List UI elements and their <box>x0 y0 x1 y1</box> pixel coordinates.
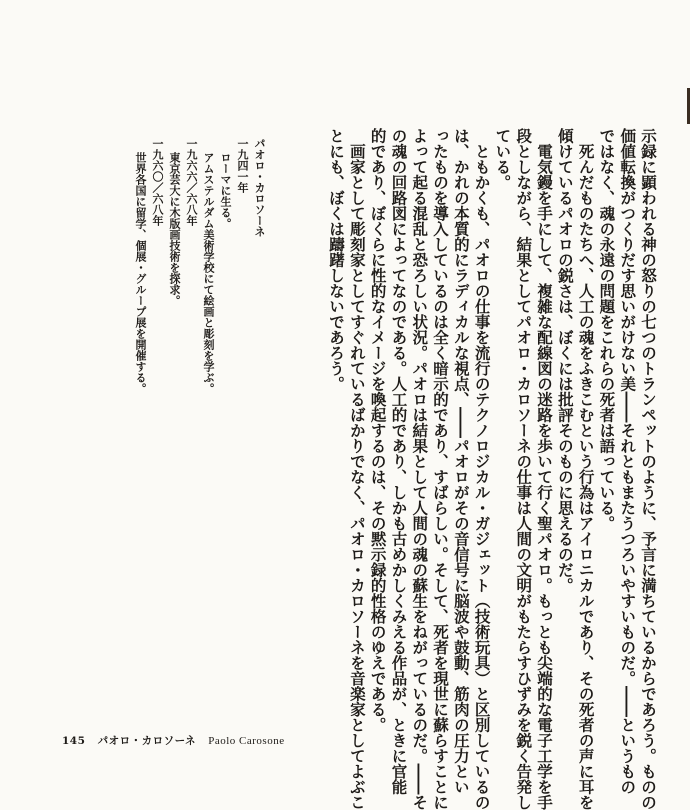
essay-line: 段としながら、結果としてパオロ・カロソーネの仕事は人間の文明がもたらすひずみを鋭く告発し <box>514 128 534 810</box>
footer-title-ja: パオロ・カロソーネ <box>97 735 197 747</box>
essay-line: は、かれの本質的にラディカルな視点、――パオロがその音信号に脳波や鼓動、筋肉の圧力とい <box>451 128 471 795</box>
essay-line: ている。 <box>493 128 513 190</box>
chronology-year: 一九四一年 <box>236 138 249 193</box>
page-number: 145 <box>62 735 86 747</box>
essay-line: 示録に顕われる神の怒りの七つのトランペットのように、予言に満ちているからであろう。ものの <box>639 128 658 810</box>
essay-line: 電気鏝を手にして、複雑な配線図の迷路を歩いて行く聖パオロ。もっとも尖端的な電子工学を手 <box>535 128 555 810</box>
chronology <box>132 138 268 538</box>
essay-line: 画家として彫刻家としてすぐれているばかりでなく、パオロ・カロソーネを音楽家としてよぶこ <box>347 128 367 810</box>
page-edge-mark <box>681 88 690 124</box>
chronology-entry: 東京芸大に木版画技術を探求。 <box>168 152 181 306</box>
essay-line: 価値転換がつくりだす思いがけない美――それともまたうつろいやすいものだ。――というもの <box>618 128 638 795</box>
essay-line: ではなく、魂の永遠の問題をこれらの死者は語っている。 <box>597 128 617 531</box>
essay-text <box>325 128 658 810</box>
artist-name: パオロ・カロソーネ <box>253 138 266 237</box>
essay-line: 傾けているパオロの鋭さは、ぼくには批評そのものに思えるのだ。 <box>555 128 575 593</box>
chronology-entry: 世界各国に留学、個展・グループ展を開催する。 <box>134 152 147 394</box>
page-footer <box>62 733 285 748</box>
essay-line: 死んだものたちへ、人工の魂をふきこむという行為はアイロニカルであり、その死者の声に耳を <box>576 128 596 810</box>
essay-line: とにも、ぼくは躊躇しないであろう。 <box>327 128 347 392</box>
essay-line: ともかくも、パオロの仕事を流行のテクノロジカル・ガジェット（技術玩具）と区別しているの <box>472 128 492 810</box>
chronology-year: 一九六六／六八年 <box>185 138 198 226</box>
essay-line: よって起る混乱と恐ろしい状況。パオロは結果として人間の魂の蘇生をねがっているのだ。――そ <box>410 128 430 810</box>
essay-line: 的であり、ぼくらに性的なイメージを喚起するのは、その黙示録的性格のゆえである。 <box>368 128 388 733</box>
essay-line: ったものを導入しているのは全く暗示的であり、すばらしい。そして、死者を現世に蘇らすことに <box>431 128 451 810</box>
chronology-entry: アムステルダム美術学校にて絵画と彫刻を学ぶ。 <box>202 152 215 394</box>
footer-title-en: Paolo Carosone <box>208 735 285 747</box>
essay-line: の魂の回路図によってなのである。人工的であり、しかも古めかしくみえる作品が、ときに官能 <box>389 128 409 795</box>
chronology-entry: ローマに生る。 <box>219 152 232 229</box>
chronology-year: 一九六〇／六八年 <box>151 138 164 226</box>
